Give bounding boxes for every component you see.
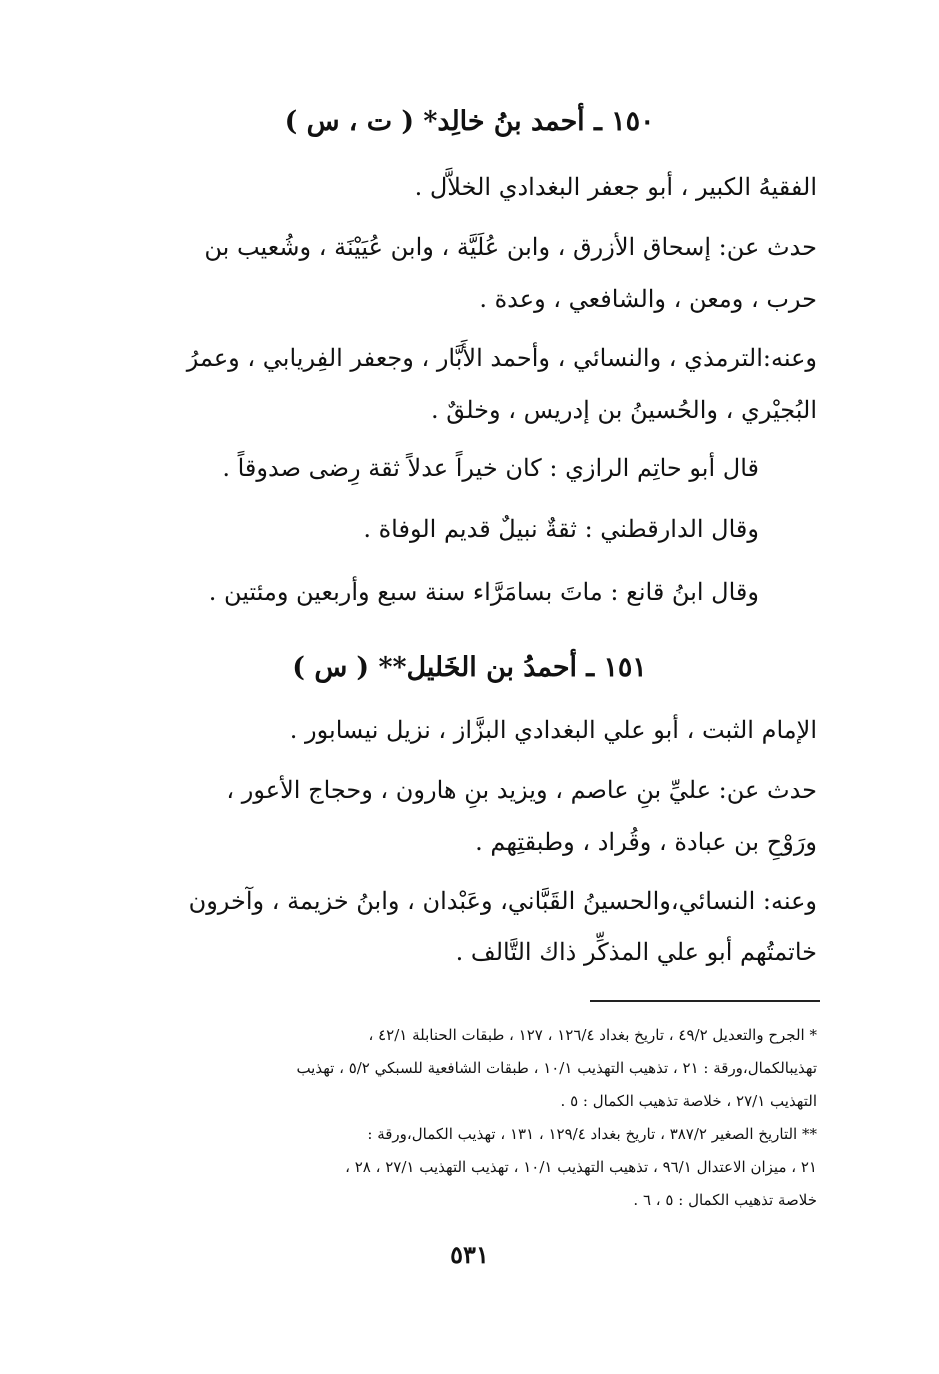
entry-150-quote-3: وقال ابنُ قانع : ماتَ بسامَرَّاء سنة سبع وأربعين ومئتين . [208,578,759,606]
entry-150-line-5: البُجيْري ، والحُسينُ بن إدريس ، وخلقٌ . [430,396,817,424]
entry-150-heading: ١٥٠ ـ أحمد بنُ خالِد* ( ت ، س ) [284,106,655,137]
entry-150-line-1: الفقيهُ الكبير ، أبو جعفر البغدادي الخلاَّل . [414,173,817,201]
entry-150-line-4: وعنه:الترمذي ، والنسائي ، وأحمد الأَبَّار ، وجعفر الفِريابي ، وعمرُ [186,344,817,372]
footnote-line-1: * الجرح والتعديل ٤٩/٢ ، تاريخ بغداد ١٢٦/٤ ، ١٢٧ ، طبقات الحنابلة ٤٢/١ ، [368,1026,817,1044]
footnote-line-2: تهذيبالكمال،ورقة : ٢١ ، تذهيب التهذيب ١٠/١ ، طبقات الشافعية للسبكي ٥/٢ ، تهذيب [296,1059,817,1077]
footnote-line-3: التهذيب ٢٧/١ ، خلاصة تذهيب الكمال : ٥ . [560,1092,817,1110]
entry-151-line-5: خاتمتُهم أبو علي المذكِّر ذاك التَّالف . [455,938,817,966]
footnote-line-6: خلاصة تذهيب الكمال : ٥ ، ٦ . [633,1191,817,1209]
entry-151-line-2: حدث عن: عليِّ بنِ عاصم ، ويزيد بنِ هارون ، وحجاج الأعور ، [226,776,817,804]
entry-151-heading: ١٥١ ـ أحمدُ بن الخَليل** ( س ) [292,652,647,683]
entry-150-line-2: حدث عن: إسحاق الأزرق ، وابن عُلَيَّة ، وابن عُيَيْنَة ، وشُعيب بن [204,233,817,261]
footnote-separator [590,1000,820,1002]
entry-151-line-1: الإمام الثبت ، أبو علي البغدادي البزَّاز ، نزيل نيسابور . [289,716,817,744]
entry-150-quote-1: قال أبو حاتِم الرازي : كان خيراً عدلاً ثقة رِضى صدوقاً . [222,454,759,482]
page-number: ٥٣١ [450,1240,489,1269]
footnote-line-5: ٢١ ، ميزان الاعتدال ٩٦/١ ، تذهيب التهذيب ١٠/١ ، تهذيب التهذيب ٢٧/١ ، ٢٨ ، [345,1158,817,1176]
footnote-line-4: ** التاريخ الصغير ٣٨٧/٢ ، تاريخ بغداد ١٢٩/٤ ، ١٣١ ، تهذيب الكمال،ورقة : [367,1125,817,1143]
entry-150-quote-2: وقال الدارقطني : ثقةٌ نبيلٌ قديم الوفاة . [363,515,759,543]
entry-151-line-3: ورَوْحِ بن عبادة ، وقُراد ، وطبقتِهم . [475,828,817,856]
entry-150-line-3: حرب ، ومعن ، والشافعي ، وعدة . [479,285,817,313]
entry-151-line-4: وعنه: النسائي،والحسينُ القَبَّاني، وعَبْدان ، وابنُ خزيمة ، وآخرون [188,887,817,915]
